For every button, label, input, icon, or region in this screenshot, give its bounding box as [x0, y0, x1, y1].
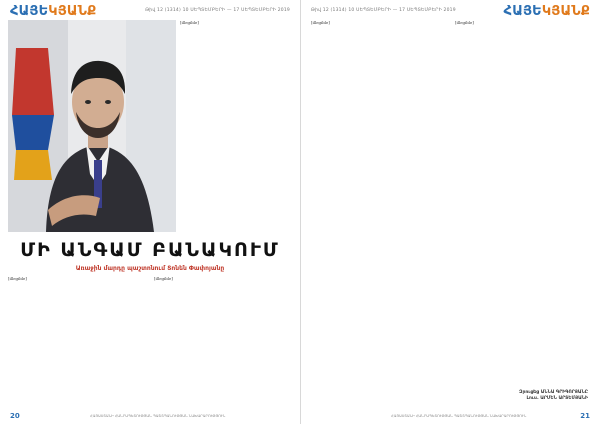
right-column-2: [455, 20, 589, 25]
byline-author: Զրուցեց ԱՆՆԱ ԳՐԻԳՈՐՅԱՆԸ: [519, 390, 588, 395]
left-lower-column-1: [8, 276, 146, 281]
body-text: [illegible]: [311, 20, 330, 25]
body-text: [illegible]: [8, 276, 27, 281]
masthead-logo: ՀԱՅԵԿՅԱՆՔ: [10, 4, 97, 19]
page-number: 20: [10, 412, 20, 420]
footer-text: ՀԱՅԱՍՏԱՆԻ ՀԱՆՐԱՊԵՏՈՒԹՅԱՆ ՊԱՇՏՊԱՆՈՒԹՅԱՆ ՆԱԽԱՐԱՐՈՒԹՅՈՒՆ: [391, 414, 527, 418]
body-text: [illegible]: [180, 20, 199, 25]
body-text: [illegible]: [455, 20, 474, 25]
article-photo: [8, 20, 176, 232]
left-lower-column-2: [154, 276, 292, 281]
article-subtitle: Առաջին մարդը պաշտոնում Տոնեն Փափոյանը: [75, 265, 225, 272]
page-number: 21: [580, 412, 590, 420]
left-upper-column: [180, 20, 292, 25]
right-page: [300, 0, 600, 424]
byline: [519, 390, 588, 402]
right-column-1: [311, 20, 445, 25]
article-headline: ՄԻ ԱՆԳԱՄ ԲԱՆԱԿՈՒՄ: [20, 239, 280, 261]
body-text: [illegible]: [154, 276, 173, 281]
masthead-logo: ՀԱՅԵԿՅԱՆՔ: [503, 4, 590, 19]
portrait-photo: [8, 20, 176, 232]
issue-line: Թիվ 12 (1314) 10 ՍԵՊՏԵՄԲԵՐԻ — 17 ՍԵՊՏԵՄԲԵՐԻ 2019: [145, 8, 290, 13]
footer-text: ՀԱՅԱՍՏԱՆԻ ՀԱՆՐԱՊԵՏՈՒԹՅԱՆ ՊԱՇՏՊԱՆՈՒԹՅԱՆ ՆԱԽԱՐԱՐՈՒԹՅՈՒՆ: [90, 414, 226, 418]
byline-photographer: Լուս. ԱՐՄԵՆ ԱՐՏԵՄՅԱՆԻ: [526, 396, 588, 401]
issue-line: Թիվ 12 (1314) 10 ՍԵՊՏԵՄԲԵՐԻ — 17 ՍԵՊՏԵՄԲԵՐԻ 2019: [311, 8, 456, 13]
